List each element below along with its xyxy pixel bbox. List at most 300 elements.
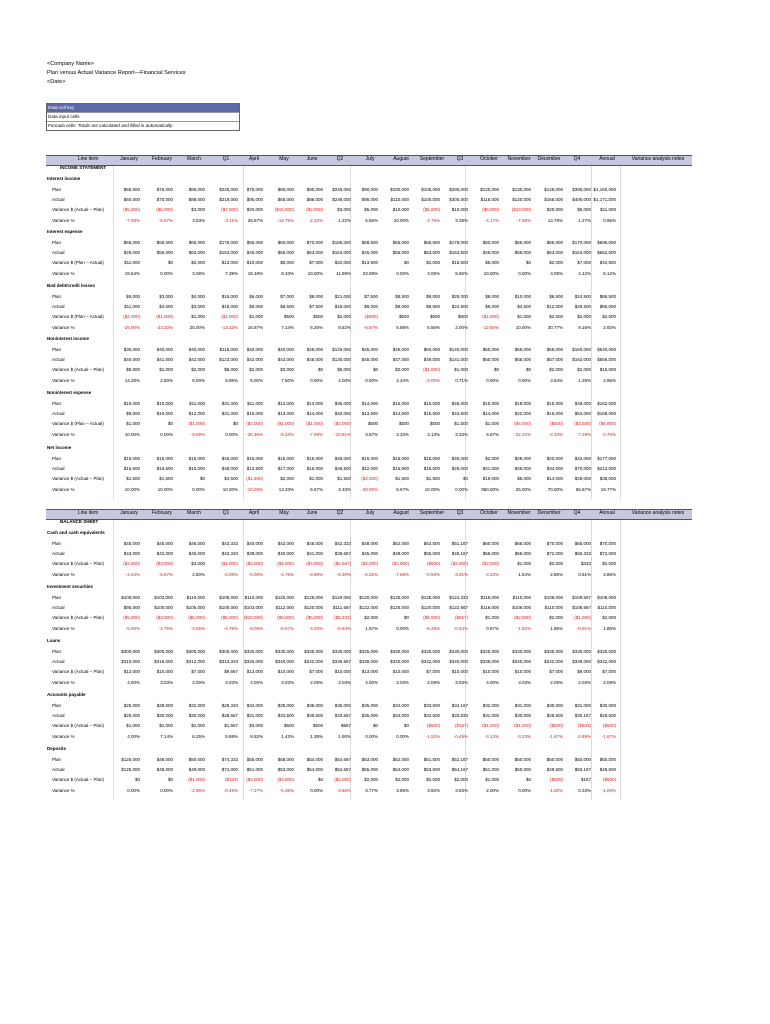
value-cell[interactable]: $2,500	[602, 314, 616, 320]
value-cell[interactable]: $7,000	[426, 669, 440, 675]
value-cell[interactable]: $30,000	[514, 712, 531, 718]
value-cell[interactable]: -36.36%	[246, 431, 263, 437]
value-cell[interactable]: ($500)	[426, 561, 440, 567]
value-cell[interactable]: 0.00%	[396, 625, 409, 631]
value-cell[interactable]: $42,000	[574, 455, 591, 461]
value-cell[interactable]: $120,000	[332, 594, 351, 600]
value-cell[interactable]: -3.33%	[548, 431, 563, 437]
value-cell[interactable]: $31,000	[482, 712, 499, 718]
value-cell[interactable]: -7.27%	[248, 787, 263, 793]
value-cell[interactable]: $1,000	[309, 476, 323, 482]
value-cell[interactable]: $1,000	[454, 367, 468, 373]
value-cell[interactable]: 950.00%	[481, 486, 499, 492]
value-cell[interactable]: $50,000	[514, 756, 531, 762]
value-cell[interactable]: $400,000	[572, 196, 591, 202]
value-cell[interactable]: $100,000	[121, 594, 140, 600]
value-cell[interactable]: 7.39%	[225, 270, 238, 276]
value-cell[interactable]: $103,000	[154, 594, 173, 600]
value-cell[interactable]: $48,000	[392, 550, 409, 556]
value-cell[interactable]: ($5,000)	[482, 207, 499, 213]
value-cell[interactable]: $34,000	[546, 465, 563, 471]
value-cell[interactable]: 6.96%	[225, 377, 238, 383]
value-cell[interactable]: $13,000	[306, 400, 323, 406]
value-cell[interactable]: ($1,000)	[514, 723, 531, 729]
value-cell[interactable]: $116,000	[480, 604, 499, 610]
value-cell[interactable]: -12.50%	[482, 324, 499, 330]
value-cell[interactable]: $123,000	[219, 356, 238, 362]
value-cell[interactable]: $10,000	[334, 669, 351, 675]
value-cell[interactable]: $1,171,000	[593, 196, 616, 202]
value-cell[interactable]: ($1,000)	[188, 777, 205, 783]
value-cell[interactable]: $16,000	[599, 367, 616, 373]
value-cell[interactable]: $120,000	[480, 186, 499, 192]
value-cell[interactable]: $5,000	[517, 476, 531, 482]
value-cell[interactable]: -9.09%	[248, 625, 263, 631]
value-cell[interactable]: -1.00%	[548, 787, 563, 793]
value-cell[interactable]: $556,000	[597, 356, 616, 362]
value-cell[interactable]: $130,000	[332, 356, 351, 362]
value-cell[interactable]: $72,000	[546, 550, 563, 556]
value-cell[interactable]: -5.36%	[279, 787, 294, 793]
value-cell[interactable]: $30,000	[188, 712, 205, 718]
value-cell[interactable]: 4.44%	[396, 377, 409, 383]
value-cell[interactable]: ($500)	[602, 777, 616, 783]
value-cell[interactable]: 10.00%	[307, 270, 323, 276]
value-cell[interactable]: $5,000	[126, 367, 140, 373]
value-cell[interactable]: 0.00%	[127, 787, 140, 793]
value-cell[interactable]: ($4,000)	[306, 561, 323, 567]
value-cell[interactable]: $3,000	[337, 207, 351, 213]
value-cell[interactable]: $305,000	[154, 648, 173, 654]
value-cell[interactable]: ($8,000)	[423, 615, 440, 621]
value-cell[interactable]: $0	[525, 260, 531, 266]
value-cell[interactable]: 10.00%	[483, 270, 499, 276]
value-cell[interactable]: $335,000	[480, 658, 499, 664]
value-cell[interactable]: -3.70%	[601, 431, 616, 437]
value-cell[interactable]: $335,000	[597, 648, 616, 654]
value-cell[interactable]: 2.09%	[603, 679, 616, 685]
value-cell[interactable]: 4.00%	[486, 679, 499, 685]
value-cell[interactable]: $245,000	[332, 186, 351, 192]
value-cell[interactable]: $695,000	[597, 239, 616, 245]
value-cell[interactable]: -3.33%	[484, 571, 499, 577]
value-cell[interactable]: ($3,500)	[574, 421, 591, 427]
value-cell[interactable]: $52,167	[451, 756, 468, 762]
value-cell[interactable]: $340,000	[390, 658, 409, 664]
value-cell[interactable]: -5.00%	[248, 571, 263, 577]
value-cell[interactable]: 8.33%	[281, 270, 294, 276]
value-cell[interactable]: $15,000	[123, 455, 140, 461]
value-cell[interactable]: $26,000	[123, 712, 140, 718]
value-cell[interactable]: ($500)	[364, 314, 378, 320]
value-cell[interactable]: $3,000	[249, 723, 263, 729]
value-cell[interactable]: $10,000	[392, 207, 409, 213]
value-cell[interactable]: $115,000	[480, 594, 499, 600]
value-cell[interactable]: 2.92%	[603, 324, 616, 330]
value-cell[interactable]: ($6,000)	[599, 421, 616, 427]
value-cell[interactable]: $8,000	[395, 303, 409, 309]
value-cell[interactable]: 10.00%	[124, 486, 140, 492]
value-cell[interactable]: 5.88%	[396, 324, 409, 330]
value-cell[interactable]: $53,000	[361, 756, 378, 762]
value-cell[interactable]: 3.33%	[396, 431, 409, 437]
value-cell[interactable]: $0	[134, 777, 140, 783]
value-cell[interactable]: $108,000	[512, 604, 531, 610]
value-cell[interactable]: $122,667	[449, 604, 468, 610]
value-cell[interactable]: $40,000	[156, 346, 173, 352]
value-cell[interactable]: $46,500	[334, 465, 351, 471]
value-cell[interactable]: 2.09%	[550, 679, 563, 685]
value-cell[interactable]: $330,000	[449, 648, 468, 654]
value-cell[interactable]: $13,000	[221, 260, 238, 266]
value-cell[interactable]: $1,000	[191, 314, 205, 320]
value-cell[interactable]: $25,000	[451, 293, 468, 299]
value-cell[interactable]: $35,000	[277, 702, 294, 708]
value-cell[interactable]: $43,000	[277, 356, 294, 362]
value-cell[interactable]: $50,000	[514, 766, 531, 772]
value-cell[interactable]: $52,000	[392, 540, 409, 546]
value-cell[interactable]: $500	[283, 314, 294, 320]
value-cell[interactable]: ($3,000)	[156, 615, 173, 621]
value-cell[interactable]: 0.33%	[578, 787, 591, 793]
value-cell[interactable]: $45,000	[156, 540, 173, 546]
value-cell[interactable]: $110,000	[512, 594, 531, 600]
value-cell[interactable]: $30,000	[599, 702, 616, 708]
value-cell[interactable]: $41,000	[156, 356, 173, 362]
value-cell[interactable]: 10.00%	[424, 486, 440, 492]
value-cell[interactable]: $10,000	[246, 260, 263, 266]
value-cell[interactable]: $12,000	[546, 303, 563, 309]
value-cell[interactable]: $50,000	[599, 756, 616, 762]
value-cell[interactable]: 1.27%	[578, 217, 591, 223]
value-cell[interactable]: $41,000	[306, 550, 323, 556]
value-cell[interactable]: $9,000	[126, 410, 140, 416]
value-cell[interactable]: $75,000	[246, 186, 263, 192]
value-cell[interactable]: 0.71%	[455, 377, 468, 383]
value-cell[interactable]: $50,000	[482, 756, 499, 762]
value-cell[interactable]: $115,000	[480, 196, 499, 202]
value-cell[interactable]: 10.00%	[393, 217, 409, 223]
value-cell[interactable]: $6,500	[280, 303, 294, 309]
value-cell[interactable]: -1.00%	[601, 787, 616, 793]
value-cell[interactable]: $14,000	[361, 400, 378, 406]
value-cell[interactable]: 4.12%	[578, 270, 591, 276]
value-cell[interactable]: $45,000	[451, 455, 468, 461]
value-cell[interactable]: $16,500	[392, 465, 409, 471]
value-cell[interactable]: $53,000	[277, 766, 294, 772]
value-cell[interactable]: $55,000	[156, 249, 173, 255]
value-cell[interactable]: $85,000	[188, 186, 205, 192]
value-cell[interactable]: $16,000	[546, 410, 563, 416]
value-cell[interactable]: $70,000	[599, 540, 616, 546]
value-cell[interactable]: $10,000	[482, 669, 499, 675]
value-cell[interactable]: $50,000	[188, 756, 205, 762]
value-cell[interactable]: $49,500	[546, 766, 563, 772]
value-cell[interactable]: $32,000	[188, 702, 205, 708]
value-cell[interactable]: $305,000	[449, 196, 468, 202]
value-cell[interactable]: $12,000	[188, 410, 205, 416]
value-cell[interactable]: $35,000	[123, 346, 140, 352]
value-cell[interactable]: -0.49%	[453, 733, 468, 739]
value-cell[interactable]: $15,000	[482, 400, 499, 406]
value-cell[interactable]: $65,500	[423, 239, 440, 245]
value-cell[interactable]: $33,833	[451, 712, 468, 718]
value-cell[interactable]: 3.03%	[338, 679, 351, 685]
value-cell[interactable]: 0.00%	[486, 377, 499, 383]
value-cell[interactable]: $7,000	[280, 293, 294, 299]
value-cell[interactable]: $40,000	[246, 540, 263, 546]
value-cell[interactable]: ($4,000)	[514, 421, 531, 427]
value-cell[interactable]: $7,000	[309, 669, 323, 675]
value-cell[interactable]: $162,000	[597, 400, 616, 406]
value-cell[interactable]: -7.29%	[576, 431, 591, 437]
value-cell[interactable]: $8,500	[395, 293, 409, 299]
value-cell[interactable]: $0	[372, 367, 378, 373]
value-cell[interactable]: $2,000	[159, 723, 173, 729]
value-cell[interactable]: $3,000	[280, 367, 294, 373]
value-cell[interactable]: ($500)	[549, 777, 563, 783]
value-cell[interactable]: $48,000	[156, 766, 173, 772]
value-cell[interactable]: $16,500	[423, 465, 440, 471]
value-cell[interactable]: $13,000	[246, 669, 263, 675]
value-cell[interactable]: $2,000	[426, 777, 440, 783]
value-cell[interactable]: $140,000	[449, 346, 468, 352]
value-cell[interactable]: ($2,667)	[334, 561, 351, 567]
value-cell[interactable]: $80,000	[277, 186, 294, 192]
value-cell[interactable]: $4,000	[159, 303, 173, 309]
value-cell[interactable]: $39,667	[334, 550, 351, 556]
value-cell[interactable]: $40,000	[277, 346, 294, 352]
value-cell[interactable]: $10,000	[451, 207, 468, 213]
value-cell[interactable]: $108,000	[597, 594, 616, 600]
value-cell[interactable]: 2.86%	[550, 571, 563, 577]
value-cell[interactable]: ($1,500)	[246, 476, 263, 482]
value-cell[interactable]: ($2,000)	[482, 561, 499, 567]
value-cell[interactable]: $167	[580, 777, 591, 783]
value-cell[interactable]: ($1,000)	[482, 723, 499, 729]
value-cell[interactable]: 3.85%	[396, 787, 409, 793]
value-cell[interactable]: ($3,000)	[361, 561, 378, 567]
value-cell[interactable]: $108,000	[544, 594, 563, 600]
value-cell[interactable]: ($2,000)	[277, 561, 294, 567]
value-cell[interactable]: $70,000	[306, 239, 323, 245]
value-cell[interactable]: $20,000	[246, 207, 263, 213]
value-cell[interactable]: 2.00%	[455, 324, 468, 330]
value-cell[interactable]: 1.54%	[518, 571, 531, 577]
value-cell[interactable]: $13,500	[361, 260, 378, 266]
value-cell[interactable]: $8,000	[364, 303, 378, 309]
value-cell[interactable]: 3.64%	[550, 377, 563, 383]
value-cell[interactable]: $305,000	[186, 648, 205, 654]
value-cell[interactable]: $295,000	[449, 186, 468, 192]
value-cell[interactable]: $10,000	[392, 669, 409, 675]
value-cell[interactable]: $0	[199, 476, 205, 482]
value-cell[interactable]: $100,000	[421, 196, 440, 202]
value-cell[interactable]: 1.67%	[365, 625, 378, 631]
value-cell[interactable]: 3.33%	[455, 431, 468, 437]
value-cell[interactable]: $11,000	[189, 400, 205, 406]
value-cell[interactable]: -6.67%	[363, 324, 378, 330]
value-cell[interactable]: $20,000	[546, 207, 563, 213]
value-cell[interactable]: $110,000	[244, 594, 263, 600]
value-cell[interactable]: $14,000	[306, 410, 323, 416]
value-cell[interactable]: $395,000	[572, 186, 591, 192]
value-cell[interactable]: $15,000	[188, 465, 205, 471]
value-cell[interactable]: $65,000	[514, 540, 531, 546]
value-cell[interactable]: $2,000	[364, 777, 378, 783]
value-cell[interactable]: $65,000	[188, 239, 205, 245]
value-cell[interactable]: $88,000	[306, 196, 323, 202]
value-cell[interactable]: 1.25%	[578, 377, 591, 383]
value-cell[interactable]: $34,000	[246, 702, 263, 708]
value-cell[interactable]: $31,000	[246, 712, 263, 718]
value-cell[interactable]: 5.00%	[250, 377, 263, 383]
value-cell[interactable]: 2.09%	[427, 679, 440, 685]
value-cell[interactable]: ($333)	[224, 777, 238, 783]
value-cell[interactable]: ($500)	[549, 723, 563, 729]
value-cell[interactable]: $19,000	[334, 303, 351, 309]
value-cell[interactable]: $45,000	[123, 249, 140, 255]
value-cell[interactable]: -4.76%	[279, 571, 294, 577]
value-cell[interactable]: $103,000	[244, 604, 263, 610]
value-cell[interactable]: $74,000	[221, 766, 238, 772]
value-cell[interactable]: $340,000	[275, 658, 294, 664]
value-cell[interactable]: $108,667	[572, 604, 591, 610]
value-cell[interactable]: ($2,000)	[123, 561, 140, 567]
value-cell[interactable]: $1,000	[485, 421, 499, 427]
value-cell[interactable]: 3.39%	[455, 217, 468, 223]
value-cell[interactable]: $30,000	[546, 702, 563, 708]
value-cell[interactable]: $55,000	[361, 766, 378, 772]
value-cell[interactable]: ($3,000)	[361, 476, 378, 482]
value-cell[interactable]: $45,000	[451, 400, 468, 406]
value-cell[interactable]: $2,000	[549, 367, 563, 373]
value-cell[interactable]: 11.89%	[336, 270, 351, 276]
value-cell[interactable]: $1,000	[485, 615, 499, 621]
value-cell[interactable]: $162,000	[572, 356, 591, 362]
value-cell[interactable]: $45,000	[306, 540, 323, 546]
value-cell[interactable]: 6.67%	[396, 486, 409, 492]
value-cell[interactable]: 3.03%	[518, 679, 531, 685]
value-cell[interactable]: ($4,000)	[246, 421, 263, 427]
value-cell[interactable]: -1.67%	[548, 733, 563, 739]
value-cell[interactable]: $125,000	[390, 604, 409, 610]
value-cell[interactable]: $15,000	[277, 455, 294, 461]
value-cell[interactable]: $15,000	[361, 455, 378, 461]
value-cell[interactable]: $212,000	[597, 465, 616, 471]
value-cell[interactable]: $45,000	[361, 550, 378, 556]
value-cell[interactable]: 7.14%	[281, 324, 294, 330]
value-cell[interactable]: $1,000	[159, 367, 173, 373]
value-cell[interactable]: -3.66%	[336, 787, 351, 793]
value-cell[interactable]: $17,000	[277, 465, 294, 471]
value-cell[interactable]: $55,000	[392, 239, 409, 245]
value-cell[interactable]: -5.00%	[125, 625, 140, 631]
value-cell[interactable]: 0.00%	[310, 787, 323, 793]
value-cell[interactable]: -6.30%	[336, 571, 351, 577]
value-cell[interactable]: $33,500	[423, 702, 440, 708]
value-cell[interactable]: $11,000	[124, 260, 140, 266]
value-cell[interactable]: ($5,000)	[156, 207, 173, 213]
value-cell[interactable]: $540,000	[597, 346, 616, 352]
value-cell[interactable]: ($5,000)	[306, 615, 323, 621]
value-cell[interactable]: 5.00%	[192, 377, 205, 383]
value-cell[interactable]: $58,000	[482, 550, 499, 556]
value-cell[interactable]: $40,000	[246, 346, 263, 352]
value-cell[interactable]: -7.69%	[308, 431, 323, 437]
value-cell[interactable]: $51,000	[246, 766, 263, 772]
value-cell[interactable]: $42,333	[334, 540, 351, 546]
value-cell[interactable]: 1.90%	[338, 733, 351, 739]
value-cell[interactable]: $55,000	[514, 346, 531, 352]
value-cell[interactable]: $15,000	[392, 455, 409, 461]
value-cell[interactable]: $48,000	[361, 540, 378, 546]
value-cell[interactable]: -4.76%	[425, 217, 440, 223]
value-cell[interactable]: $43,000	[123, 550, 140, 556]
value-cell[interactable]: $0	[167, 777, 173, 783]
value-cell[interactable]: $0	[403, 723, 409, 729]
value-cell[interactable]: $38,000	[246, 550, 263, 556]
value-cell[interactable]: $168,000	[597, 410, 616, 416]
value-cell[interactable]: $0	[403, 260, 409, 266]
value-cell[interactable]: $2,000	[337, 314, 351, 320]
value-cell[interactable]: ($4,000)	[392, 561, 409, 567]
value-cell[interactable]: $70,000	[574, 465, 591, 471]
value-cell[interactable]: 0.00%	[160, 270, 173, 276]
value-cell[interactable]: $72,000	[599, 550, 616, 556]
value-cell[interactable]: -2.00%	[425, 377, 440, 383]
value-cell[interactable]: 8.16%	[578, 324, 591, 330]
value-cell[interactable]: $105,000	[219, 594, 238, 600]
value-cell[interactable]: $13,000	[277, 410, 294, 416]
value-cell[interactable]: $28,000	[574, 476, 591, 482]
value-cell[interactable]: $35,000	[599, 476, 616, 482]
value-cell[interactable]: $1,667	[224, 723, 238, 729]
value-cell[interactable]: $3,000	[191, 303, 205, 309]
value-cell[interactable]: $120,000	[512, 196, 531, 202]
value-cell[interactable]: $667	[340, 723, 351, 729]
value-cell[interactable]: $339,000	[572, 658, 591, 664]
value-cell[interactable]: -4.55%	[190, 625, 205, 631]
value-cell[interactable]: $333	[580, 561, 591, 567]
value-cell[interactable]: $70,000	[546, 540, 563, 546]
value-cell[interactable]: -3.91%	[453, 571, 468, 577]
value-cell[interactable]: $10,000	[514, 669, 531, 675]
value-cell[interactable]: $2,000	[602, 561, 616, 567]
value-cell[interactable]: $0	[462, 476, 468, 482]
value-cell[interactable]: 2.50%	[192, 571, 205, 577]
value-cell[interactable]: $5,000	[485, 260, 499, 266]
value-cell[interactable]: 6.25%	[310, 324, 323, 330]
value-cell[interactable]: $48,000	[574, 400, 591, 406]
value-cell[interactable]: ($4,000)	[246, 777, 263, 783]
value-cell[interactable]: ($500)	[549, 421, 563, 427]
value-cell[interactable]: $32,500	[423, 712, 440, 718]
value-cell[interactable]: $9,667	[224, 669, 238, 675]
value-cell[interactable]: -4.00%	[308, 625, 323, 631]
value-cell[interactable]: 10.00%	[222, 486, 238, 492]
value-cell[interactable]: 0.00%	[225, 431, 238, 437]
value-cell[interactable]: 5.88%	[225, 733, 238, 739]
value-cell[interactable]: $22,000	[334, 260, 351, 266]
value-cell[interactable]: $10,000	[277, 669, 294, 675]
value-cell[interactable]: $55,000	[514, 356, 531, 362]
value-cell[interactable]: $160,000	[572, 346, 591, 352]
value-cell[interactable]: $65,333	[574, 550, 591, 556]
value-cell[interactable]: 30.77%	[547, 324, 563, 330]
value-cell[interactable]: -4.76%	[223, 625, 238, 631]
value-cell[interactable]: ($3,000)	[156, 561, 173, 567]
